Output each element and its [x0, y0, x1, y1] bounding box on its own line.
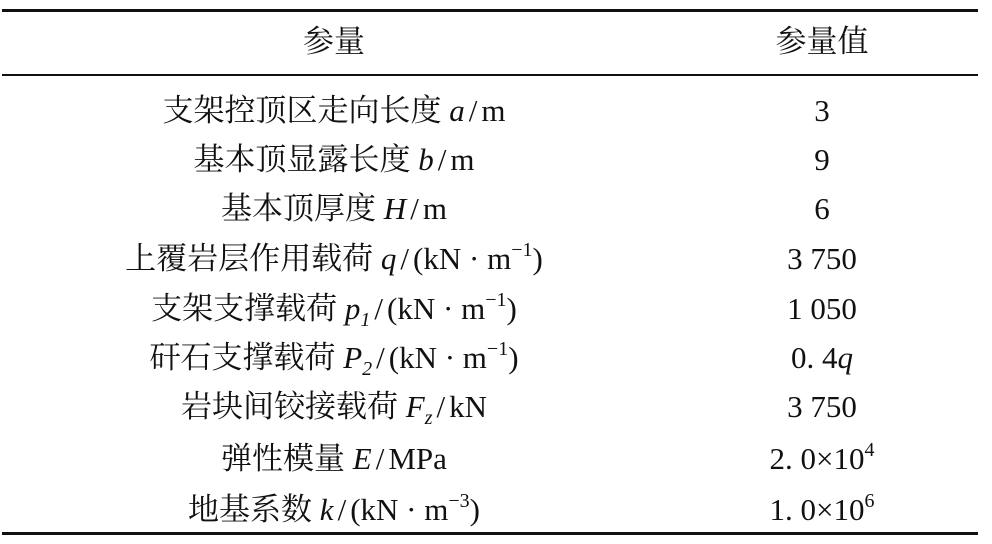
table-row [0, 487, 992, 533]
parameter-symbol: b [418, 142, 434, 177]
unit-exponent: −1 [511, 239, 533, 261]
parameter-name: 基本顶厚度 [221, 191, 377, 226]
unit: kN · m [423, 241, 512, 276]
parameter-symbol: E [352, 441, 372, 476]
parameter-value: 2. 0×10 [769, 441, 865, 476]
top-rule [2, 9, 978, 12]
unit: kN [449, 389, 487, 424]
unit: m [450, 142, 475, 177]
parameter-value: 1. 0×10 [769, 492, 865, 527]
parameter-cell: 地基系数 $k / (kN \cdot m^{-3})$ [188, 490, 480, 527]
unit: kN · m [399, 340, 487, 375]
parameter-value: 6 [814, 191, 830, 226]
parameter-value: 3 [814, 93, 830, 128]
header-parameter: 参量 [303, 24, 365, 59]
unit-exponent: −3 [448, 490, 470, 512]
parameter-symbol: p [344, 291, 361, 326]
parameter-symbol: P [343, 340, 363, 375]
parameter-cell: 基本顶厚度 H / m [221, 191, 447, 226]
parameter-value: 3 750 [787, 241, 857, 276]
parameter-value: 9 [814, 142, 830, 177]
parameter-name: 地基系数 [188, 492, 313, 527]
value-cell [666, 335, 978, 381]
unit: kN · m [360, 492, 449, 527]
unit: MPa [388, 441, 447, 476]
parameter-value: 0. 4q [791, 340, 853, 375]
unit-exponent: −1 [486, 338, 509, 360]
header-rule [2, 74, 978, 76]
parameter-symbol: k [319, 492, 334, 527]
parameter-name: 上覆岩层作用载荷 [125, 241, 374, 276]
value-cell [666, 137, 978, 183]
parameter-symbol: q [380, 241, 397, 276]
table-row [0, 186, 992, 232]
table-row [0, 335, 992, 381]
table-row [0, 286, 992, 332]
table-row [0, 137, 992, 183]
value-cell [666, 236, 978, 282]
value-cell [666, 88, 978, 134]
parameter-cell: 支架支撑载荷 $p_1 / (kN \cdot m^{-1})$ [151, 289, 517, 331]
parameter-name: 弹性模量 [221, 441, 346, 476]
value-exponent: 6 [864, 490, 875, 512]
unit: kN · m [397, 291, 486, 326]
parameter-name: 基本顶显露长度 [193, 142, 411, 177]
parameter-symbol: F [405, 389, 425, 424]
parameter-cell: 支架控顶区走向长度 a / m [162, 93, 506, 128]
unit: m [481, 93, 506, 128]
parameter-symbol: a [449, 93, 465, 128]
parameter-name: 支架控顶区走向长度 [162, 93, 442, 128]
unit: m [422, 191, 447, 226]
table-row [0, 88, 992, 134]
symbol-subscript: 1 [360, 309, 371, 331]
parameter-cell: 上覆岩层作用载荷 $q / (kN \cdot m^{-1})$ [125, 239, 543, 276]
parameter-cell: 矸石支撑载荷 $P_2 / (kN \cdot m^{-1})$ [149, 338, 519, 380]
parameter-value: 3 750 [787, 389, 857, 424]
value-cell [666, 384, 978, 430]
symbol-subscript: 2 [362, 358, 373, 380]
parameter-name: 矸石支撑载荷 [149, 340, 336, 375]
unit-exponent: −1 [485, 289, 507, 311]
parameter-symbol: H [383, 191, 407, 226]
value-cell [666, 186, 978, 232]
value-cell [666, 286, 978, 332]
parameter-name: 岩块间铰接载荷 [181, 389, 398, 424]
bottom-rule [2, 532, 978, 535]
table-row [0, 384, 992, 430]
parameter-cell: 弹性模量 E / MPa [221, 441, 447, 476]
parameter-cell: 基本顶显露长度 b / m [193, 142, 475, 177]
table-row [0, 236, 992, 282]
value-cell [666, 487, 978, 533]
parameter-value: 1 050 [787, 291, 857, 326]
parameter-cell: 岩块间铰接载荷 $F_z$ / kN [181, 389, 487, 429]
value-cell [666, 436, 978, 482]
table-row [0, 436, 992, 482]
symbol-subscript: z [424, 407, 433, 429]
header-value: 参量值 [775, 24, 869, 59]
value-exponent: 4 [864, 439, 875, 461]
parameter-name: 支架支撑载荷 [151, 291, 338, 326]
